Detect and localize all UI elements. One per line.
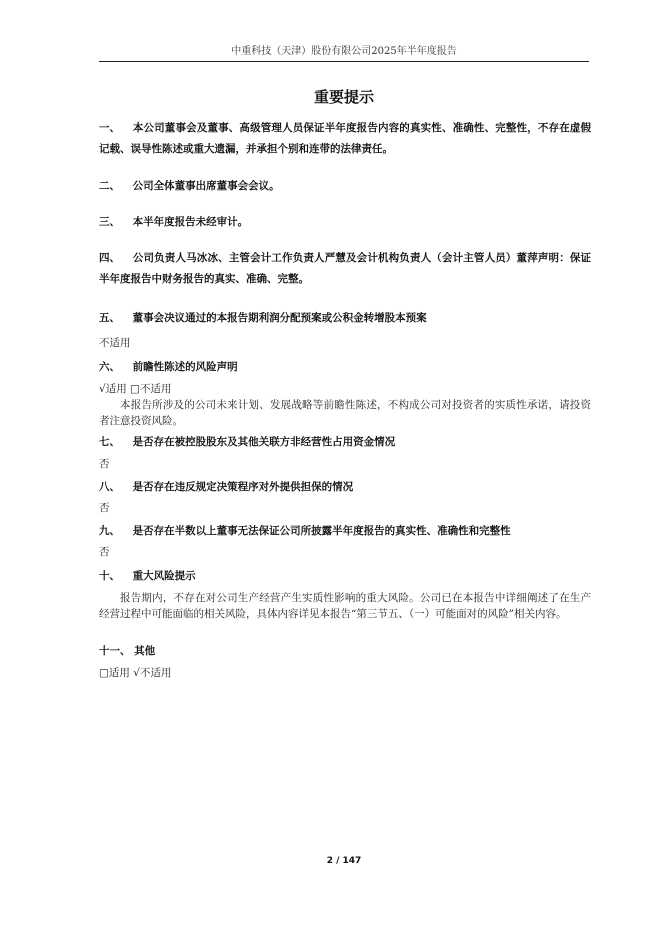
page-title: 重要提示 xyxy=(313,88,374,106)
item-10-body: 报告期内，不存在对公司生产经营产生实质性影响的重大风险。公司已在本报告中详细阐述了在生产经营过程中可能面临的相关风险，具体内容详见本报告“第三节五、（一）可能面对的风险”相关内容。 xyxy=(99,592,591,620)
item-3-text: 本半年度报告未经审计。 xyxy=(132,216,249,228)
item-8-text: 是否存在违反规定决策程序对外提供担保的情况 xyxy=(132,481,354,493)
item-10 xyxy=(99,566,591,587)
item-8 xyxy=(99,477,591,498)
header-rule xyxy=(99,61,589,62)
item-6-text: 前瞻性陈述的风险声明 xyxy=(132,361,238,373)
item-1 xyxy=(99,118,591,160)
item-5-answer: 不适用 xyxy=(99,337,131,349)
item-10-number: 十、 xyxy=(99,570,120,582)
item-9 xyxy=(99,521,591,542)
item-6-number: 六、 xyxy=(99,361,120,373)
item-3 xyxy=(99,212,591,233)
item-9-text: 是否存在半数以上董事无法保证公司所披露半年度报告的真实性、准确性和完整性 xyxy=(132,525,511,537)
item-5-text: 董事会决议通过的本报告期利润分配预案或公积金转增股本预案 xyxy=(132,312,427,324)
item-6-body: 本报告所涉及的公司未来计划、发展战略等前瞻性陈述，不构成公司对投资者的实质性承诺，请投资者注意投资风险。 xyxy=(99,399,591,427)
item-9-answer: 否 xyxy=(99,546,110,558)
item-2-number: 二、 xyxy=(99,180,120,192)
running-header: 中重科技（天津）股份有限公司2025年半年度报告 xyxy=(231,46,457,57)
item-2 xyxy=(99,176,591,197)
item-7-number: 七、 xyxy=(99,436,120,448)
item-7-text: 是否存在被控股股东及其他关联方非经营性占用资金情况 xyxy=(132,436,396,448)
item-4-number: 四、 xyxy=(99,252,120,264)
item-4-text: 公司负责人马冰冰、主管会计工作负责人严慧及会计机构负责人（会计主管人员）董萍声明：保证半年度报告中财务报告的真实、准确、完整。 xyxy=(99,252,592,285)
item-8-number: 八、 xyxy=(99,481,120,493)
page-number: 2 / 147 xyxy=(326,856,362,866)
item-1-text: 本公司董事会及董事、高级管理人员保证半年度报告内容的真实性、准确性、完整性，不存在虚假记载、误导性陈述或重大遗漏，并承担个别和连带的法律责任。 xyxy=(99,122,592,155)
item-11-number: 十一、 xyxy=(99,645,131,657)
item-11-text: 其他 xyxy=(134,645,156,657)
item-11 xyxy=(99,641,591,662)
item-5 xyxy=(99,308,591,329)
item-4 xyxy=(99,248,591,290)
item-7 xyxy=(99,432,591,453)
item-1-number: 一、 xyxy=(99,122,120,134)
item-5-number: 五、 xyxy=(99,312,120,324)
item-10-text: 重大风险提示 xyxy=(132,570,196,582)
item-6-options: √适用 □不适用 xyxy=(99,383,172,395)
item-8-answer: 否 xyxy=(99,502,110,514)
item-2-text: 公司全体董事出席董事会会议。 xyxy=(132,180,280,192)
item-9-number: 九、 xyxy=(99,525,120,537)
item-6 xyxy=(99,357,591,378)
item-11-options: □适用 √不适用 xyxy=(99,667,172,679)
item-3-number: 三、 xyxy=(99,216,120,228)
item-7-answer: 否 xyxy=(99,458,110,470)
